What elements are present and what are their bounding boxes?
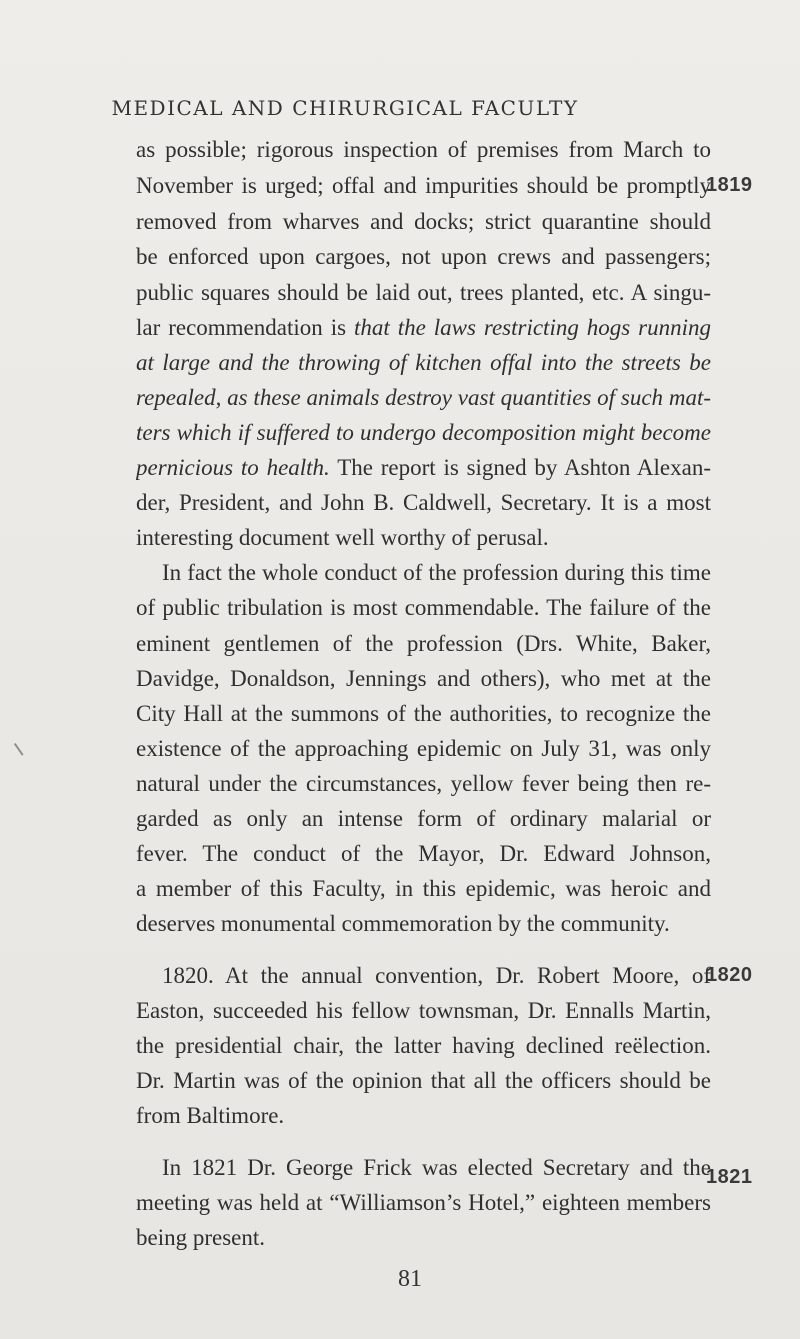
pencil-mark [14,738,30,755]
margin-year-1820: 1820 [706,963,753,986]
margin-year-1821: 1821 [706,1165,753,1188]
book-page: MEDICAL AND CHIRURGICAL FACULTY as possible; rigorous inspection of premises from March to November is urged; offal and impurities should be promptly removed from wharves and docks; strict quarantine should be enforced upon cargoes, not upon crews and passengers; public squares should be laid out, trees planted, etc. A singu- lar recommendation is that the laws restricting hogs running at large and the throwing of kitchen offal into the streets be repealed, as these animals destroy vast quantities of such mat- ters which if suffered to undergo decomposition might become pernicious to health. The report is signed by Ashton Alexan- der, President, and John B. Caldwell, Secretary. It is a most interesting document well worthy of perusal. In fact the whole conduct of the profession during this time of public tribulation is most commendable. The failure of the eminent gentlemen of the profession (Drs. White, Baker, Davidge, Donaldson, Jennings and others), who met at the City Hall at the summons of the authorities, to recognize the existence of the approaching epidemic on July 31, was only natural under the circumstances, yellow fever being then re- garded as only an intense form of ordinary malarial or fever. The conduct of the Mayor, Dr. Edward Johnson, a member of this Faculty, in this epidemic, was heroic and deserves monumental commemoration by the community. [0,0,800,1339]
margin-year-1819: 1819 [706,173,753,196]
page-number: 81 [398,1266,422,1292]
running-head: MEDICAL AND CHIRURGICAL FACULTY [111,96,579,120]
